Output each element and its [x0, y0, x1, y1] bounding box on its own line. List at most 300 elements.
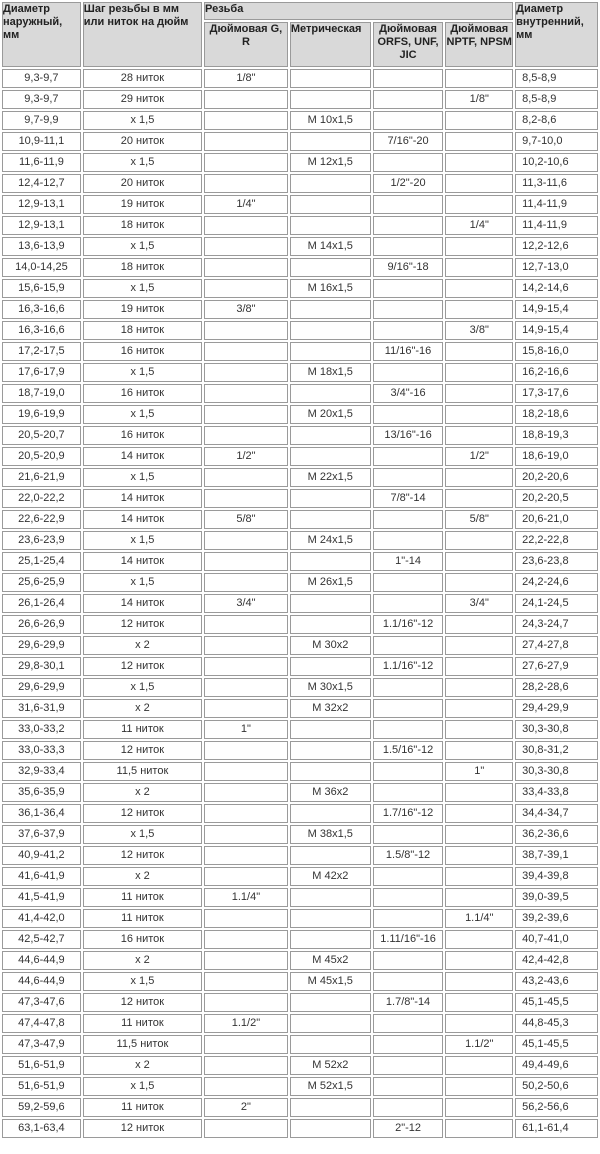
- cell-inch-orfs: [373, 636, 444, 655]
- cell-inch-g-r: 1/8": [204, 69, 288, 88]
- cell-inch-nptf: [445, 825, 513, 844]
- table-row: [2, 762, 598, 781]
- cell-pitch: 19 ниток: [83, 195, 202, 214]
- cell-metric: [290, 930, 371, 949]
- cell-inch-nptf: [445, 993, 513, 1012]
- cell-inch-orfs: [373, 783, 444, 802]
- cell-pitch: х 2: [83, 951, 202, 970]
- cell-inch-g-r: 1": [204, 720, 288, 739]
- cell-outer-diameter: 42,5-42,7: [2, 930, 81, 949]
- cell-metric: М 36х2: [290, 783, 371, 802]
- cell-inner-diameter: 24,1-24,5: [515, 594, 598, 613]
- cell-metric: [290, 342, 371, 361]
- cell-inch-g-r: [204, 636, 288, 655]
- cell-metric: М 42х2: [290, 867, 371, 886]
- cell-inch-nptf: [445, 237, 513, 256]
- cell-outer-diameter: 12,9-13,1: [2, 216, 81, 235]
- cell-inch-nptf: [445, 405, 513, 424]
- cell-metric: М 30х2: [290, 636, 371, 655]
- cell-outer-diameter: 22,6-22,9: [2, 510, 81, 529]
- cell-pitch: 14 ниток: [83, 510, 202, 529]
- cell-outer-diameter: 51,6-51,9: [2, 1056, 81, 1075]
- table-row: [2, 153, 598, 172]
- cell-metric: [290, 552, 371, 571]
- table-row: [2, 699, 598, 718]
- cell-inch-g-r: 2": [204, 1098, 288, 1117]
- cell-metric: М 10х1,5: [290, 111, 371, 130]
- cell-outer-diameter: 40,9-41,2: [2, 846, 81, 865]
- cell-inch-nptf: [445, 888, 513, 907]
- cell-metric: [290, 489, 371, 508]
- cell-inch-orfs: [373, 762, 444, 781]
- cell-outer-diameter: 9,3-9,7: [2, 90, 81, 109]
- cell-inch-g-r: [204, 867, 288, 886]
- cell-metric: [290, 510, 371, 529]
- cell-inner-diameter: 8,2-8,6: [515, 111, 598, 130]
- cell-outer-diameter: 44,6-44,9: [2, 972, 81, 991]
- cell-metric: М 32х2: [290, 699, 371, 718]
- cell-outer-diameter: 23,6-23,9: [2, 531, 81, 550]
- cell-inch-nptf: [445, 174, 513, 193]
- cell-pitch: х 2: [83, 867, 202, 886]
- cell-inner-diameter: 16,2-16,6: [515, 363, 598, 382]
- cell-outer-diameter: 21,6-21,9: [2, 468, 81, 487]
- cell-metric: М 14х1,5: [290, 237, 371, 256]
- table-row: [2, 552, 598, 571]
- cell-inch-g-r: [204, 363, 288, 382]
- table-row: [2, 258, 598, 277]
- cell-inch-orfs: [373, 678, 444, 697]
- cell-metric: М 45х2: [290, 951, 371, 970]
- table-row: [2, 363, 598, 382]
- cell-inner-diameter: 8,5-8,9: [515, 90, 598, 109]
- cell-inner-diameter: 11,4-11,9: [515, 195, 598, 214]
- cell-outer-diameter: 29,6-29,9: [2, 678, 81, 697]
- cell-inch-nptf: [445, 972, 513, 991]
- cell-inch-orfs: [373, 1035, 444, 1054]
- cell-pitch: 19 ниток: [83, 300, 202, 319]
- cell-metric: [290, 384, 371, 403]
- table-row: [2, 321, 598, 340]
- cell-metric: [290, 615, 371, 634]
- cell-metric: [290, 1119, 371, 1138]
- cell-inch-g-r: [204, 615, 288, 634]
- cell-inch-g-r: [204, 804, 288, 823]
- cell-metric: [290, 804, 371, 823]
- cell-outer-diameter: 63,1-63,4: [2, 1119, 81, 1138]
- table-row: [2, 1098, 598, 1117]
- cell-inner-diameter: 24,2-24,6: [515, 573, 598, 592]
- cell-inch-nptf: [445, 678, 513, 697]
- cell-metric: [290, 741, 371, 760]
- cell-inch-g-r: [204, 573, 288, 592]
- cell-inch-orfs: 9/16"-18: [373, 258, 444, 277]
- cell-inner-diameter: 45,1-45,5: [515, 1035, 598, 1054]
- header-inch-nptf: Дюймовая NPTF, NPSM: [445, 22, 513, 67]
- cell-inch-orfs: 1.1/16"-12: [373, 657, 444, 676]
- cell-pitch: х 1,5: [83, 1077, 202, 1096]
- table-row: [2, 531, 598, 550]
- cell-metric: М 16х1,5: [290, 279, 371, 298]
- cell-inner-diameter: 39,2-39,6: [515, 909, 598, 928]
- cell-pitch: 11 ниток: [83, 720, 202, 739]
- cell-inner-diameter: 61,1-61,4: [515, 1119, 598, 1138]
- table-row: [2, 720, 598, 739]
- cell-inch-nptf: [445, 279, 513, 298]
- cell-inch-nptf: [445, 1077, 513, 1096]
- cell-outer-diameter: 41,6-41,9: [2, 867, 81, 886]
- cell-pitch: 16 ниток: [83, 426, 202, 445]
- table-row: [2, 1014, 598, 1033]
- table-row: [2, 1119, 598, 1138]
- cell-inch-orfs: [373, 825, 444, 844]
- cell-metric: [290, 1014, 371, 1033]
- table-row: [2, 426, 598, 445]
- cell-inch-orfs: [373, 1014, 444, 1033]
- cell-inner-diameter: 29,4-29,9: [515, 699, 598, 718]
- cell-inch-orfs: 13/16"-16: [373, 426, 444, 445]
- header-inch-orfs: Дюймовая ORFS, UNF, JIC: [373, 22, 444, 67]
- cell-inch-g-r: 1.1/2": [204, 1014, 288, 1033]
- cell-inch-nptf: [445, 531, 513, 550]
- cell-outer-diameter: 33,0-33,2: [2, 720, 81, 739]
- cell-pitch: х 2: [83, 1056, 202, 1075]
- cell-inch-nptf: [445, 930, 513, 949]
- cell-metric: [290, 888, 371, 907]
- cell-inner-diameter: 22,2-22,8: [515, 531, 598, 550]
- cell-inch-orfs: 3/4"-16: [373, 384, 444, 403]
- cell-inner-diameter: 40,7-41,0: [515, 930, 598, 949]
- table-row: [2, 384, 598, 403]
- cell-pitch: х 1,5: [83, 468, 202, 487]
- cell-inch-g-r: 3/4": [204, 594, 288, 613]
- table-row: [2, 90, 598, 109]
- cell-inch-g-r: [204, 783, 288, 802]
- cell-inch-nptf: 5/8": [445, 510, 513, 529]
- cell-pitch: 11 ниток: [83, 1098, 202, 1117]
- table-row: [2, 972, 598, 991]
- cell-inch-nptf: [445, 783, 513, 802]
- table-body: [2, 69, 598, 1138]
- cell-inch-g-r: [204, 972, 288, 991]
- cell-pitch: 12 ниток: [83, 615, 202, 634]
- cell-inch-orfs: 1.11/16"-16: [373, 930, 444, 949]
- cell-inch-orfs: 1/2"-20: [373, 174, 444, 193]
- cell-outer-diameter: 18,7-19,0: [2, 384, 81, 403]
- cell-inner-diameter: 27,6-27,9: [515, 657, 598, 676]
- cell-outer-diameter: 41,5-41,9: [2, 888, 81, 907]
- cell-inch-orfs: 7/8"-14: [373, 489, 444, 508]
- cell-inch-g-r: [204, 321, 288, 340]
- cell-outer-diameter: 26,1-26,4: [2, 594, 81, 613]
- cell-inner-diameter: 50,2-50,6: [515, 1077, 598, 1096]
- table-row: [2, 636, 598, 655]
- cell-inch-nptf: [445, 195, 513, 214]
- cell-inch-g-r: [204, 426, 288, 445]
- cell-inch-g-r: [204, 132, 288, 151]
- cell-inch-nptf: 1/4": [445, 216, 513, 235]
- cell-inch-nptf: [445, 552, 513, 571]
- cell-metric: М 30х1,5: [290, 678, 371, 697]
- cell-outer-diameter: 31,6-31,9: [2, 699, 81, 718]
- cell-metric: [290, 720, 371, 739]
- cell-inch-g-r: [204, 174, 288, 193]
- cell-inner-diameter: 44,8-45,3: [515, 1014, 598, 1033]
- table-row: [2, 174, 598, 193]
- cell-pitch: 18 ниток: [83, 258, 202, 277]
- cell-pitch: 11 ниток: [83, 909, 202, 928]
- cell-inch-g-r: 1/4": [204, 195, 288, 214]
- cell-metric: [290, 447, 371, 466]
- cell-inch-orfs: [373, 237, 444, 256]
- cell-pitch: 16 ниток: [83, 384, 202, 403]
- cell-metric: М 45х1,5: [290, 972, 371, 991]
- cell-inch-g-r: 3/8": [204, 300, 288, 319]
- cell-metric: [290, 762, 371, 781]
- cell-outer-diameter: 25,6-25,9: [2, 573, 81, 592]
- cell-outer-diameter: 41,4-42,0: [2, 909, 81, 928]
- cell-inch-orfs: [373, 195, 444, 214]
- cell-inch-nptf: [445, 468, 513, 487]
- cell-pitch: 11 ниток: [83, 888, 202, 907]
- cell-inch-orfs: [373, 699, 444, 718]
- cell-inner-diameter: 45,1-45,5: [515, 993, 598, 1012]
- table-row: [2, 216, 598, 235]
- cell-inch-g-r: [204, 342, 288, 361]
- cell-inch-orfs: 1.1/16"-12: [373, 615, 444, 634]
- cell-inner-diameter: 18,8-19,3: [515, 426, 598, 445]
- cell-pitch: 11,5 ниток: [83, 762, 202, 781]
- cell-pitch: 12 ниток: [83, 846, 202, 865]
- header-outer-diameter: Диаметр наружный, мм: [2, 2, 81, 67]
- cell-inch-nptf: 3/8": [445, 321, 513, 340]
- cell-pitch: 18 ниток: [83, 216, 202, 235]
- cell-inner-diameter: 12,7-13,0: [515, 258, 598, 277]
- cell-inch-orfs: [373, 594, 444, 613]
- cell-inner-diameter: 38,7-39,1: [515, 846, 598, 865]
- cell-inch-g-r: [204, 552, 288, 571]
- cell-inner-diameter: 10,2-10,6: [515, 153, 598, 172]
- cell-inch-orfs: [373, 69, 444, 88]
- cell-pitch: 20 ниток: [83, 174, 202, 193]
- table-row: [2, 279, 598, 298]
- cell-inch-nptf: [445, 636, 513, 655]
- cell-metric: М 38х1,5: [290, 825, 371, 844]
- cell-inner-diameter: 14,9-15,4: [515, 300, 598, 319]
- cell-metric: [290, 1098, 371, 1117]
- cell-inner-diameter: 20,6-21,0: [515, 510, 598, 529]
- cell-inch-g-r: [204, 678, 288, 697]
- cell-outer-diameter: 15,6-15,9: [2, 279, 81, 298]
- cell-inner-diameter: 18,6-19,0: [515, 447, 598, 466]
- cell-inch-orfs: [373, 1056, 444, 1075]
- cell-pitch: х 1,5: [83, 279, 202, 298]
- cell-inch-g-r: [204, 762, 288, 781]
- cell-inch-nptf: [445, 489, 513, 508]
- cell-inch-nptf: [445, 132, 513, 151]
- cell-pitch: х 1,5: [83, 153, 202, 172]
- cell-inch-orfs: 1.5/16"-12: [373, 741, 444, 760]
- cell-inch-orfs: 7/16"-20: [373, 132, 444, 151]
- cell-outer-diameter: 19,6-19,9: [2, 405, 81, 424]
- cell-metric: [290, 594, 371, 613]
- cell-outer-diameter: 51,6-51,9: [2, 1077, 81, 1096]
- cell-inch-g-r: [204, 1119, 288, 1138]
- cell-outer-diameter: 44,6-44,9: [2, 951, 81, 970]
- cell-inner-diameter: 23,6-23,8: [515, 552, 598, 571]
- cell-inner-diameter: 14,2-14,6: [515, 279, 598, 298]
- cell-inch-nptf: [445, 804, 513, 823]
- cell-pitch: 12 ниток: [83, 657, 202, 676]
- cell-metric: [290, 132, 371, 151]
- cell-inch-nptf: [445, 1056, 513, 1075]
- cell-outer-diameter: 36,1-36,4: [2, 804, 81, 823]
- cell-inch-nptf: [445, 867, 513, 886]
- cell-pitch: х 1,5: [83, 573, 202, 592]
- cell-inch-g-r: 1/2": [204, 447, 288, 466]
- cell-pitch: 20 ниток: [83, 132, 202, 151]
- cell-outer-diameter: 37,6-37,9: [2, 825, 81, 844]
- cell-inch-orfs: [373, 1077, 444, 1096]
- cell-pitch: 16 ниток: [83, 930, 202, 949]
- table-row: [2, 909, 598, 928]
- cell-pitch: 11,5 ниток: [83, 1035, 202, 1054]
- table-row: [2, 615, 598, 634]
- cell-inner-diameter: 39,4-39,8: [515, 867, 598, 886]
- cell-inch-g-r: [204, 153, 288, 172]
- cell-metric: [290, 1035, 371, 1054]
- table-row: [2, 195, 598, 214]
- cell-outer-diameter: 17,2-17,5: [2, 342, 81, 361]
- cell-pitch: х 1,5: [83, 111, 202, 130]
- table-row: [2, 573, 598, 592]
- table-row: [2, 804, 598, 823]
- cell-inch-orfs: [373, 573, 444, 592]
- cell-inch-orfs: [373, 867, 444, 886]
- cell-inch-orfs: [373, 972, 444, 991]
- cell-inch-g-r: [204, 279, 288, 298]
- cell-inch-g-r: [204, 951, 288, 970]
- cell-inch-nptf: 3/4": [445, 594, 513, 613]
- cell-metric: М 52х1,5: [290, 1077, 371, 1096]
- cell-inner-diameter: 11,4-11,9: [515, 216, 598, 235]
- cell-pitch: х 1,5: [83, 972, 202, 991]
- cell-inch-g-r: [204, 468, 288, 487]
- cell-inch-nptf: [445, 300, 513, 319]
- cell-inner-diameter: 18,2-18,6: [515, 405, 598, 424]
- table-row: [2, 951, 598, 970]
- cell-inch-g-r: [204, 216, 288, 235]
- header-thread-group: Резьба: [204, 2, 513, 20]
- header-pitch: Шаг резьбы в мм или ниток на дюйм: [83, 2, 202, 67]
- cell-inch-orfs: [373, 531, 444, 550]
- cell-inch-nptf: [445, 846, 513, 865]
- table-row: [2, 657, 598, 676]
- cell-inch-g-r: [204, 993, 288, 1012]
- cell-outer-diameter: 14,0-14,25: [2, 258, 81, 277]
- cell-metric: [290, 909, 371, 928]
- cell-inch-orfs: 2"-12: [373, 1119, 444, 1138]
- table-row: [2, 993, 598, 1012]
- cell-outer-diameter: 25,1-25,4: [2, 552, 81, 571]
- cell-inch-orfs: [373, 510, 444, 529]
- table-header: [2, 2, 598, 67]
- cell-outer-diameter: 29,8-30,1: [2, 657, 81, 676]
- cell-inch-g-r: [204, 741, 288, 760]
- table-row: [2, 468, 598, 487]
- table-row: [2, 930, 598, 949]
- cell-inner-diameter: 20,2-20,5: [515, 489, 598, 508]
- cell-inch-nptf: [445, 720, 513, 739]
- cell-pitch: х 1,5: [83, 678, 202, 697]
- table-row: [2, 1077, 598, 1096]
- cell-metric: М 20х1,5: [290, 405, 371, 424]
- cell-inner-diameter: 30,3-30,8: [515, 720, 598, 739]
- cell-inch-orfs: [373, 111, 444, 130]
- cell-inner-diameter: 17,3-17,6: [515, 384, 598, 403]
- cell-inch-orfs: 11/16"-16: [373, 342, 444, 361]
- cell-inner-diameter: 39,0-39,5: [515, 888, 598, 907]
- cell-inch-orfs: [373, 720, 444, 739]
- cell-outer-diameter: 35,6-35,9: [2, 783, 81, 802]
- cell-pitch: х 2: [83, 636, 202, 655]
- header-inch-g-r: Дюймовая G, R: [204, 22, 288, 67]
- cell-inner-diameter: 49,4-49,6: [515, 1056, 598, 1075]
- cell-inner-diameter: 33,4-33,8: [515, 783, 598, 802]
- cell-inch-orfs: [373, 405, 444, 424]
- cell-inch-nptf: [445, 1119, 513, 1138]
- cell-pitch: 28 ниток: [83, 69, 202, 88]
- cell-inch-nptf: [445, 573, 513, 592]
- cell-inner-diameter: 12,2-12,6: [515, 237, 598, 256]
- cell-inch-g-r: [204, 930, 288, 949]
- cell-inch-g-r: [204, 489, 288, 508]
- cell-inch-nptf: [445, 69, 513, 88]
- cell-inch-g-r: [204, 846, 288, 865]
- cell-inch-g-r: [204, 909, 288, 928]
- cell-inch-g-r: [204, 1056, 288, 1075]
- cell-outer-diameter: 59,2-59,6: [2, 1098, 81, 1117]
- cell-pitch: 16 ниток: [83, 342, 202, 361]
- cell-pitch: х 1,5: [83, 405, 202, 424]
- cell-inner-diameter: 24,3-24,7: [515, 615, 598, 634]
- cell-inner-diameter: 30,8-31,2: [515, 741, 598, 760]
- cell-inch-g-r: [204, 699, 288, 718]
- table-row: [2, 69, 598, 88]
- cell-pitch: 12 ниток: [83, 804, 202, 823]
- cell-outer-diameter: 47,4-47,8: [2, 1014, 81, 1033]
- cell-inch-orfs: 1.7/8"-14: [373, 993, 444, 1012]
- cell-metric: М 22х1,5: [290, 468, 371, 487]
- cell-outer-diameter: 26,6-26,9: [2, 615, 81, 634]
- cell-pitch: х 2: [83, 783, 202, 802]
- cell-outer-diameter: 12,9-13,1: [2, 195, 81, 214]
- cell-inner-diameter: 14,9-15,4: [515, 321, 598, 340]
- table-row: [2, 1056, 598, 1075]
- cell-outer-diameter: 22,0-22,2: [2, 489, 81, 508]
- cell-pitch: 12 ниток: [83, 1119, 202, 1138]
- cell-inch-g-r: [204, 237, 288, 256]
- cell-inch-orfs: [373, 321, 444, 340]
- cell-metric: [290, 321, 371, 340]
- cell-pitch: 12 ниток: [83, 993, 202, 1012]
- cell-inch-nptf: 1.1/2": [445, 1035, 513, 1054]
- cell-pitch: х 1,5: [83, 237, 202, 256]
- cell-pitch: х 1,5: [83, 363, 202, 382]
- cell-outer-diameter: 12,4-12,7: [2, 174, 81, 193]
- cell-metric: [290, 69, 371, 88]
- cell-inch-g-r: [204, 90, 288, 109]
